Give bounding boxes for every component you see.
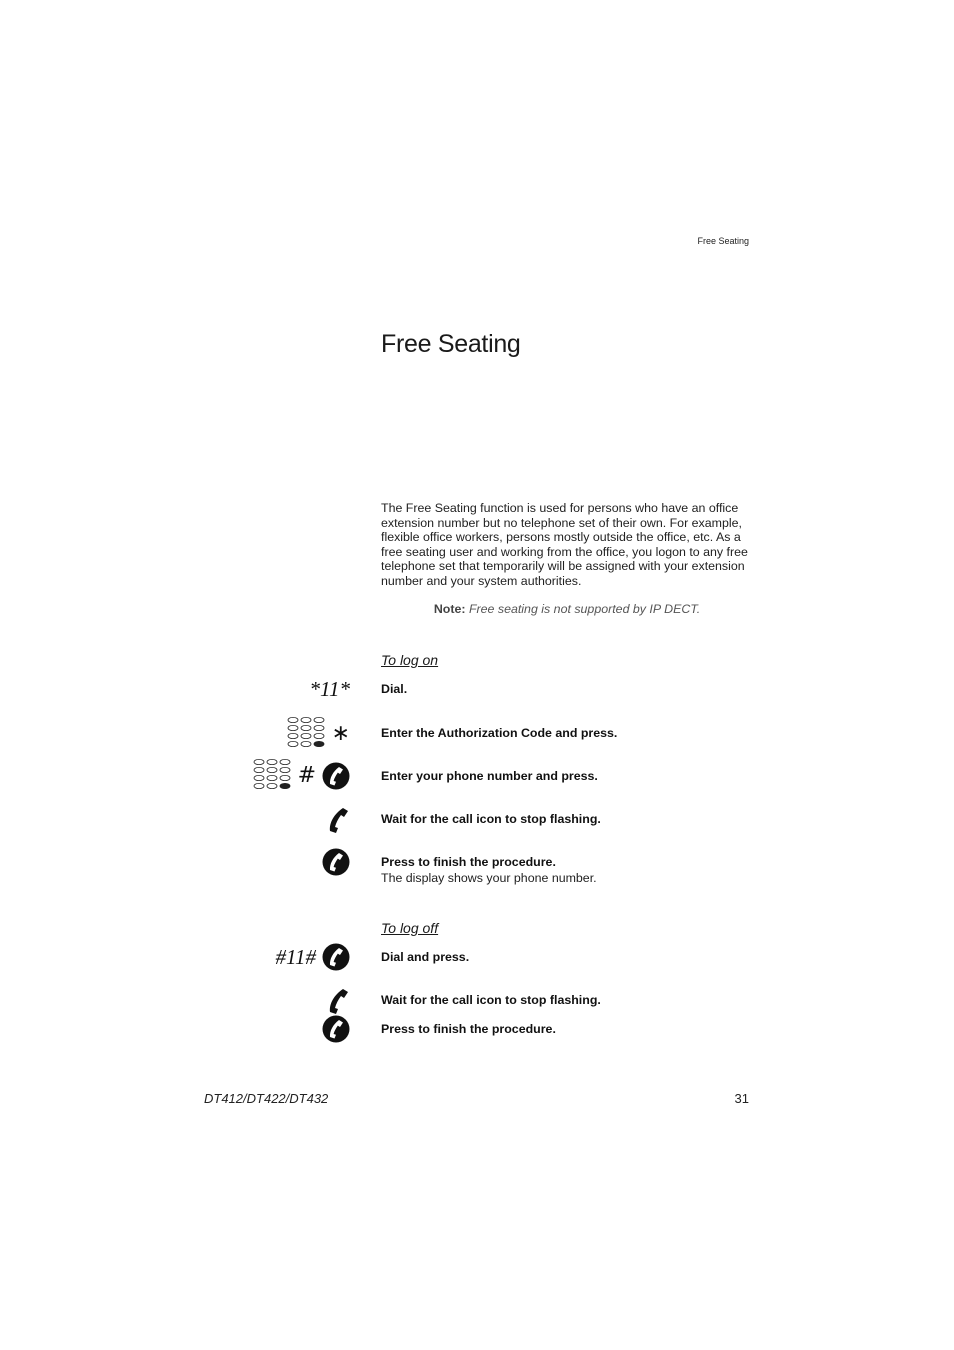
intro-paragraph: The Free Seating function is used for persons who have an office extension number but no telephone set of their own. For example, flexible office workers, persons mostly outside the office, etc. As a free seating user and working from the office, you logon to any free telephone set that temporarily will be assigned with your extension number and your system authorities. — [381, 501, 748, 588]
step-icons-finish — [322, 848, 350, 876]
step-icons-dial — [310, 675, 350, 703]
step-icons-dial-off — [276, 943, 350, 971]
step-log-on-1: Dial. — [381, 682, 408, 696]
step-log-on-3: Enter your phone number and press. — [381, 769, 598, 783]
step-log-off-1: Dial and press. — [381, 950, 470, 964]
step-log-off-3: Press to finish the procedure. — [381, 1022, 556, 1036]
call-button-icon — [322, 1015, 350, 1043]
step-icons-phone-number — [252, 758, 350, 794]
note-text: Free seating is not supported by IP DECT. — [468, 602, 701, 616]
handset-icon — [326, 806, 350, 834]
footer-model: DT412/DT422/DT432 — [204, 1091, 329, 1106]
page-title: Free Seating — [381, 330, 521, 358]
hash-icon: # — [297, 763, 316, 788]
step-log-on-2: Enter the Authorization Code and press. — [381, 726, 618, 740]
call-button-icon — [322, 848, 350, 876]
step-log-off-2: Wait for the call icon to stop flashing. — [381, 993, 601, 1007]
step-icons-wait — [326, 806, 350, 834]
section-heading-log-off: To log off — [381, 920, 439, 936]
call-button-icon — [322, 943, 350, 971]
handset-icon — [326, 987, 350, 1015]
dial-code-log-off: #11# — [275, 945, 316, 969]
call-button-icon — [322, 762, 350, 790]
step-icons-finish-off — [322, 1015, 350, 1043]
step-log-on-4: Wait for the call icon to stop flashing. — [381, 812, 601, 826]
dial-code-log-on: *11* — [309, 677, 350, 701]
step-icons-auth — [286, 716, 350, 752]
note-label: Note: — [433, 602, 466, 616]
running-header: Free Seating — [697, 236, 749, 246]
step-icons-wait-off — [326, 987, 350, 1015]
note — [381, 602, 753, 616]
keypad-icon — [286, 716, 326, 752]
page-number: 31 — [734, 1091, 749, 1106]
star-icon: ∗ — [331, 721, 350, 746]
step-log-on-5: Press to finish the procedure. — [381, 855, 556, 869]
keypad-icon — [252, 758, 292, 794]
section-heading-log-on: To log on — [381, 652, 439, 668]
step-log-on-5-sub: The display shows your phone number. — [381, 871, 597, 885]
